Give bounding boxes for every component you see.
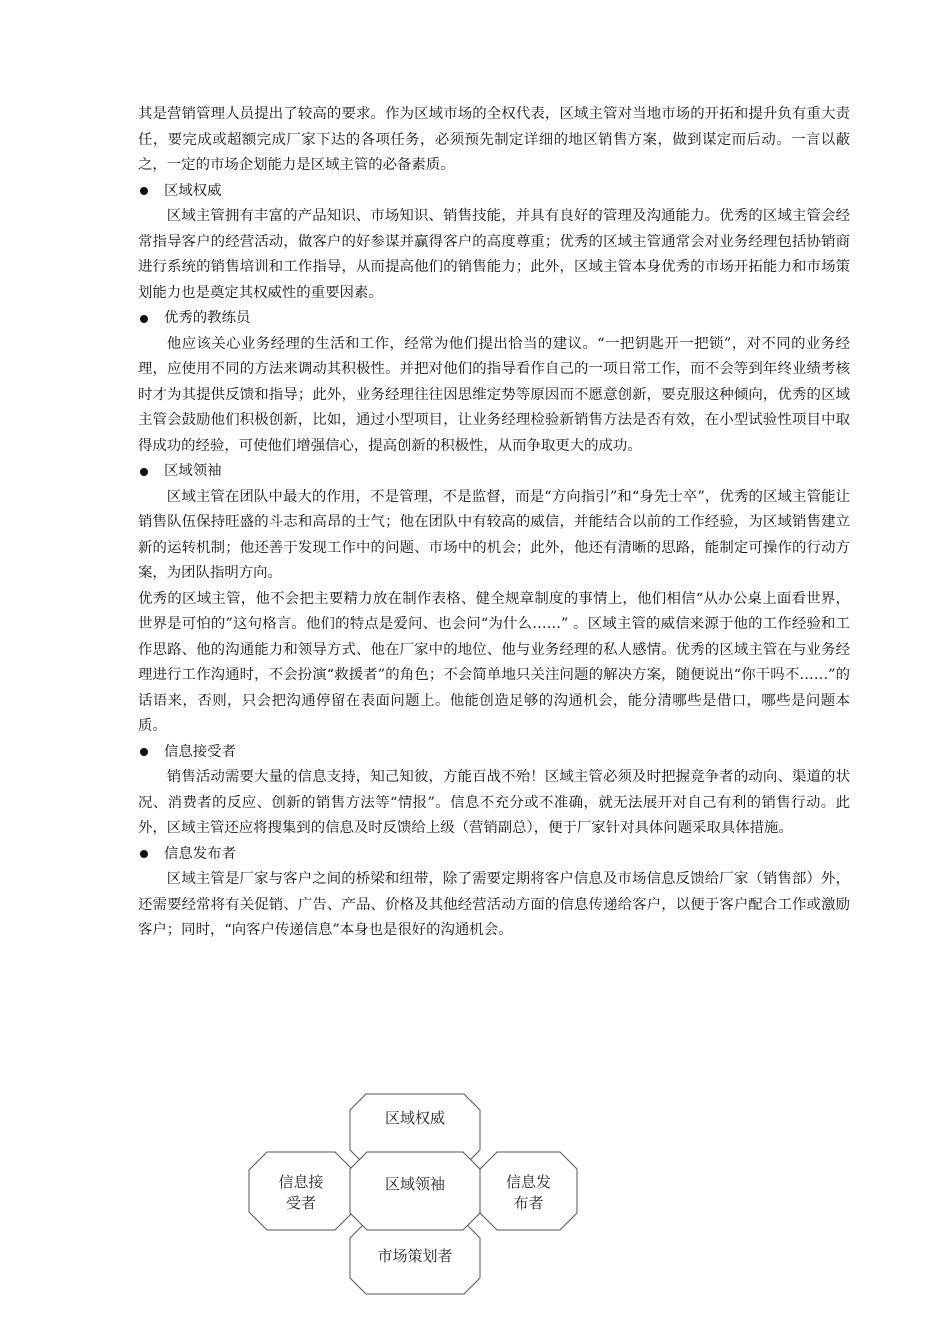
publisher-heading: 信息发布者	[164, 845, 236, 862]
leader-paragraph: 区域主管在团队中最大的作用，不是管理，不是监督，而是“方向指引”和“身先士卒”，优秀的区域主管能让销售队伍保持旺盛的斗志和高昂的士气；他在团队中有较高的威信，并能结合以前的工作经验，为区域销售建立新的运转机制；他还善于发现工作中的问题、市场中的机会；此外，他还有清晰的思路，能制定可操作的行动方案，为团队指明方向。	[138, 488, 850, 581]
leader-paragraph-2: 优秀的区域主管，他不会把主要精力放在制作表格、健全规章制度的事情上，他们相信“从办公桌上面看世界，世界是可怕的”这句格言。他们的特点是爱问、也会问“为什么……” 。区域主管的威信来源于他的工作经验和工作思路、他的沟通能力和领导方式、他在厂家中的地位、他与业务经理的私人感情。优秀的区域主管在与业务经理进行工作沟通时，不会扮演“救援者”的角色；不会简单地只关注问题的解决方案，随便说出“你干吗不……”的话语来，否则，只会把沟通停留在表面问题上。他能创造足够的沟通机会，能分清哪些是借口，哪些是问题本质。	[138, 590, 850, 734]
receiver-heading: 信息接受者	[164, 743, 236, 760]
diagram-label-top: 区域权威	[384, 1109, 445, 1127]
document-body	[138, 102, 850, 944]
coach-paragraph: 他应该关心业务经理的生活和工作，经常为他们提出恰当的建议。“一把钥匙开一把锁”，对不同的业务经理，应使用不同的方法来调动其积极性。并把对他们的指导看作自己的一项日常工作，而不会等到年终业绩考核时才为其提供反馈和指导；此外，业务经理往往因思维定势等原因而不愿意创新，要克服这种倾向，优秀的区域主管会鼓励他们积极创新，比如，通过小型项目，让业务经理检验新销售方法是否有效，在小型试验性项目中取得成功的经验，可使他们增强信心，提高创新的积极性，从而争取更大的成功。	[138, 335, 850, 454]
diagram-label-bottom: 市场策划者	[377, 1247, 453, 1265]
bullet-dot-icon	[140, 850, 148, 858]
diagram-label-left-line2: 受者	[285, 1194, 316, 1212]
leader-heading: 区域领袖	[164, 463, 222, 479]
diagram-label-left	[249, 1172, 353, 1214]
bullet-authority	[138, 179, 850, 205]
authority-paragraph: 区域主管拥有丰富的产品知识、市场知识、销售技能，并具有良好的管理及沟通能力。优秀的区域主管会经常指导客户的经营活动，做客户的好参谋并赢得客户的高度尊重；优秀的区域主管通常会对业务经理包括协销商进行系统的销售培训和工作指导，从而提高他们的销售能力；此外，区域主管本身优秀的市场开拓能力和市场策划能力也是奠定其权威性的重要因素。	[138, 208, 850, 301]
bullet-coach	[138, 306, 850, 332]
coach-heading: 优秀的教练员	[164, 310, 251, 326]
bullet-dot-icon	[140, 748, 148, 756]
receiver-paragraph: 销售活动需要大量的信息支持，知己知彼，方能百战不殆！区域主管必须及时把握竞争者的动向、渠道的状况、消费者的反应、创新的销售方法等“情报”。信息不充分或不准确，就无法展开对自己有利的销售行动。此外，区域主管还应将搜集到的信息及时反馈给上级（营销副总），便于厂家针对具体问题采取具体措施。	[138, 769, 850, 836]
bullet-receiver	[138, 740, 850, 766]
publisher-paragraph: 区域主管是厂家与客户之间的桥梁和纽带，除了需要定期将客户信息及市场信息反馈给厂家（销售部）外，还需要经常将有关促销、广告、产品、价格及其他经营活动方面的信息传递给客户，以便于客户配合工作或激励客户；同时，“向客户传递信息”本身也是很好的沟通机会。	[138, 871, 850, 938]
diagram-label-center: 区域领袖	[384, 1175, 445, 1193]
bullet-publisher	[138, 842, 850, 868]
role-diagram	[249, 1094, 579, 1294]
diagram-label-right-line1: 信息发	[505, 1173, 551, 1191]
bullet-dot-icon	[140, 315, 148, 323]
bullet-dot-icon	[140, 187, 148, 195]
diagram-label-left-line1: 信息接	[278, 1173, 324, 1191]
diagram-label-right	[480, 1172, 577, 1214]
bullet-leader	[138, 459, 850, 485]
authority-heading: 区域权威	[164, 182, 222, 199]
intro-paragraph: 其是营销管理人员提出了较高的要求。作为区域市场的全权代表，区域主管对当地市场的开拓和提升负有重大责任，要完成或超额完成厂家下达的各项任务，必须预先制定详细的地区销售方案，做到谋定而后动。一言以蔽之，一定的市场企划能力是区域主管的必备素质。	[138, 106, 850, 173]
diagram-label-right-line2: 布者	[513, 1194, 544, 1212]
bullet-dot-icon	[140, 468, 148, 476]
